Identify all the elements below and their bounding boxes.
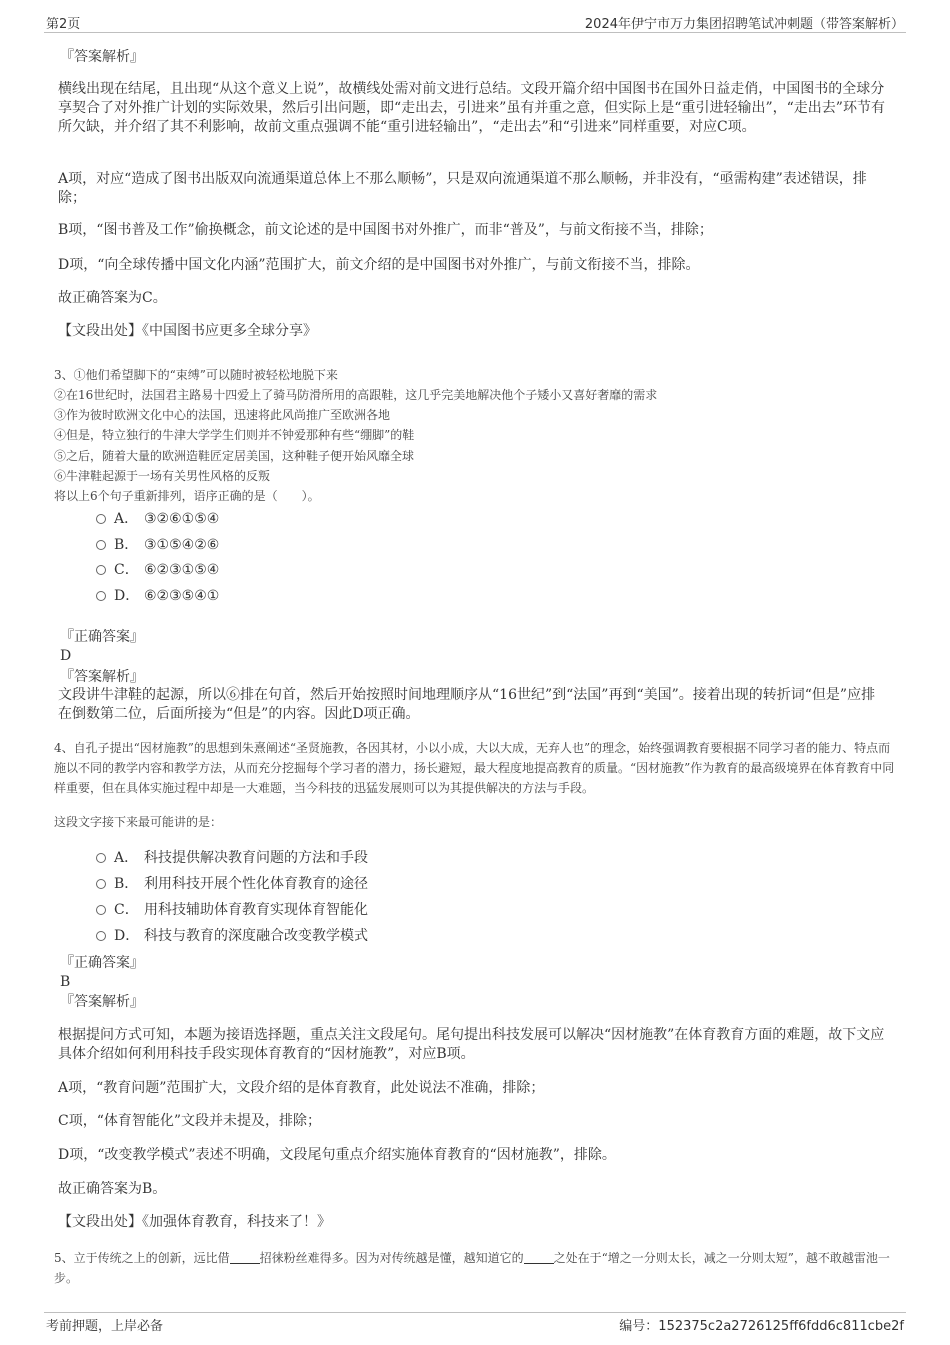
radio-icon[interactable] — [96, 514, 106, 524]
option-text: 科技与教育的深度融合改变教学模式 — [144, 928, 368, 944]
q3-answer-label: 『正确答案』 — [60, 629, 144, 645]
q3-line-3: ③作为彼时欧洲文化中心的法国，迅速将此风尚推广至欧洲各地 — [54, 408, 391, 422]
radio-icon[interactable] — [96, 565, 106, 575]
option-text: 用科技辅助体育教育实现体育智能化 — [144, 902, 368, 918]
q3-question: 将以上6个句子重新排列，语序正确的是（ ）。 — [54, 489, 320, 503]
q4-note-d: D项，“改变教学模式”表述不明确，文段尾句重点介绍实施体育教育的“因材施教”，排除。 — [58, 1147, 616, 1163]
q2-note-a: A项，对应“造成了图书出版双向流通渠道总体上不那么顺畅”，只是双向流通渠道不那么顺畅，并非没有，“亟需构建”表述错误，排除； — [58, 171, 867, 206]
option-text: ③①⑤④②⑥ — [144, 537, 220, 553]
option-letter: C． — [114, 562, 139, 578]
option-letter: A． — [114, 511, 139, 527]
radio-icon[interactable] — [96, 931, 106, 941]
q3-option-d[interactable] — [96, 586, 219, 606]
q5-stem — [54, 1248, 896, 1288]
q3-line-4: ④但是，特立独行的牛津大学学生们则并不钟爱那种有些“绷脚”的鞋 — [54, 428, 415, 442]
option-text: 科技提供解决教育问题的方法和手段 — [144, 850, 368, 866]
document-code — [619, 1315, 904, 1334]
document-title: 2024年伊宁市万力集团招聘笔试冲刺题（带答案解析） — [584, 17, 904, 32]
q4-source: 【文段出处】《加强体育教育，科技来了！》 — [58, 1214, 331, 1230]
radio-icon[interactable] — [96, 905, 106, 915]
option-text: ⑥②③①⑤④ — [144, 562, 220, 578]
q4-analysis-label: 『答案解析』 — [60, 994, 144, 1010]
q5-stem-part-1: 5、立于传统之上的创新，远比借 — [54, 1251, 230, 1265]
q5-stem-part-3: 之处在于“增之一分则太长，减之一分则太短”，越不敢越雷池一步。 — [54, 1251, 890, 1285]
q4-stem: 4、自孔子提出“因材施教”的思想到朱熹阐述“圣贤施教，各因其材，小以小成，大以大成，无弃人也”的理念，始终强调教育要根据不同学习者的能力、特点而施以不同的教学内容和教学方法，从而充分挖掘每个学习者的潜力，扬长避短，最大程度地提高教育的质量。“因材施教”作为教育的最高级境界在体育教育中同样重要，但在具体实施过程中却是一大难题，当今科技的迅猛发展则可以为其提供解决的方法与手段。 — [54, 741, 895, 795]
code-label: 编号： — [619, 1319, 659, 1334]
radio-icon[interactable] — [96, 540, 106, 550]
option-text: 利用科技开展个性化体育教育的途径 — [144, 876, 368, 892]
q2-note-d: D项，“向全球传播中国文化内涵”范围扩大，前文介绍的是中国图书对外推广，与前文衔接不当，排除。 — [58, 257, 700, 273]
q4-note-a: A项，“教育问题”范围扩大，文段介绍的是体育教育，此处说法不准确，排除； — [58, 1080, 545, 1096]
q3-analysis-label: 『答案解析』 — [60, 669, 144, 685]
q2-analysis: 横线出现在结尾，且出现“从这个意义上说”，故横线处需对前文进行总结。文段开篇介绍中国图书在国外日益走俏，中国图书的全球分享契合了对外推广计划的实际效果，然后引出问题，即“走出去，引进来”虽有并重之意，但实际上是“重引进轻输出”，“走出去”环节有所欠缺，并介绍了其不利影响，故前文重点强调不能“重引进轻输出”，“走出去”和“引进来”同样重要，对应C项。 — [58, 81, 885, 135]
blank-2 — [524, 1249, 554, 1264]
option-text: ③②⑥①⑤④ — [144, 511, 220, 527]
q4-option-a[interactable] — [96, 848, 368, 868]
page-number: 第2页 — [46, 17, 81, 32]
q3-line-1: 3、①他们希望脚下的“束缚”可以随时被轻松地脱下来 — [54, 368, 338, 382]
q3-line-2: ②在16世纪时，法国君主路易十四爱上了骑马防滑所用的高跟鞋，这几乎完美地解决他个子矮小又喜好奢靡的需求 — [54, 388, 658, 402]
q4-option-d[interactable] — [96, 926, 368, 946]
q4-note-c: C项，“体育智能化”文段并未提及，排除； — [58, 1113, 322, 1129]
q2-note-b: B项，“图书普及工作”偷换概念，前文论述的是中国图书对外推广，而非“普及”，与前文衔接不当，排除； — [58, 222, 713, 238]
q4-analysis: 根据提问方式可知，本题为接语选择题，重点关注文段尾句。尾句提出科技发展可以解决“因材施教”在体育教育方面的难题，故下文应具体介绍如何利用科技手段实现体育教育的“因材施教”，对应B项。 — [58, 1027, 885, 1062]
q5-stem-part-2: 招徕粉丝难得多。因为对传统越是懂，越知道它的 — [259, 1251, 524, 1265]
radio-icon[interactable] — [96, 879, 106, 889]
q4-answer: B — [60, 974, 71, 990]
q3-answer: D — [60, 648, 72, 664]
option-letter: D． — [114, 928, 140, 944]
q3-line-6: ⑥牛津鞋起源于一场有关男性风格的反叛 — [54, 469, 271, 483]
q3-option-a[interactable] — [96, 509, 219, 529]
q3-option-b[interactable] — [96, 535, 219, 555]
q4-conclusion: 故正确答案为B。 — [58, 1181, 167, 1197]
page-footer — [44, 1312, 906, 1343]
page-header — [44, 10, 906, 33]
option-letter: B． — [114, 876, 139, 892]
blank-1 — [230, 1249, 260, 1264]
q3-analysis: 文段讲牛津鞋的起源，所以⑥排在句首，然后开始按照时间地理顺序从“16世纪”到“法国”再到“美国”。接着出现的转折词“但是”应排在倒数第二位，后面所接为“但是”的内容。因此D项正确。 — [58, 687, 876, 722]
radio-icon[interactable] — [96, 853, 106, 863]
q2-source: 【文段出处】《中国图书应更多全球分享》 — [58, 323, 317, 339]
footer-motto: 考前押题，上岸必备 — [46, 1319, 164, 1334]
option-text: ⑥②③⑤④① — [144, 588, 220, 604]
q2-analysis-label: 『答案解析』 — [60, 49, 144, 65]
option-letter: D． — [114, 588, 140, 604]
q4-question: 这段文字接下来最可能讲的是： — [54, 815, 223, 829]
q3-option-c[interactable] — [96, 560, 219, 580]
q4-answer-label: 『正确答案』 — [60, 955, 144, 971]
code-value: 152375c2a2726125ff6fdd6c811cbe2f — [658, 1319, 904, 1334]
option-letter: C． — [114, 902, 139, 918]
option-letter: A． — [114, 850, 139, 866]
radio-icon[interactable] — [96, 591, 106, 601]
q2-conclusion: 故正确答案为C。 — [58, 290, 167, 306]
q4-option-b[interactable] — [96, 874, 368, 894]
option-letter: B． — [114, 537, 139, 553]
q3-line-5: ⑤之后，随着大量的欧洲造鞋匠定居美国，这种鞋子便开始风靡全球 — [54, 449, 415, 463]
q4-option-c[interactable] — [96, 900, 368, 920]
